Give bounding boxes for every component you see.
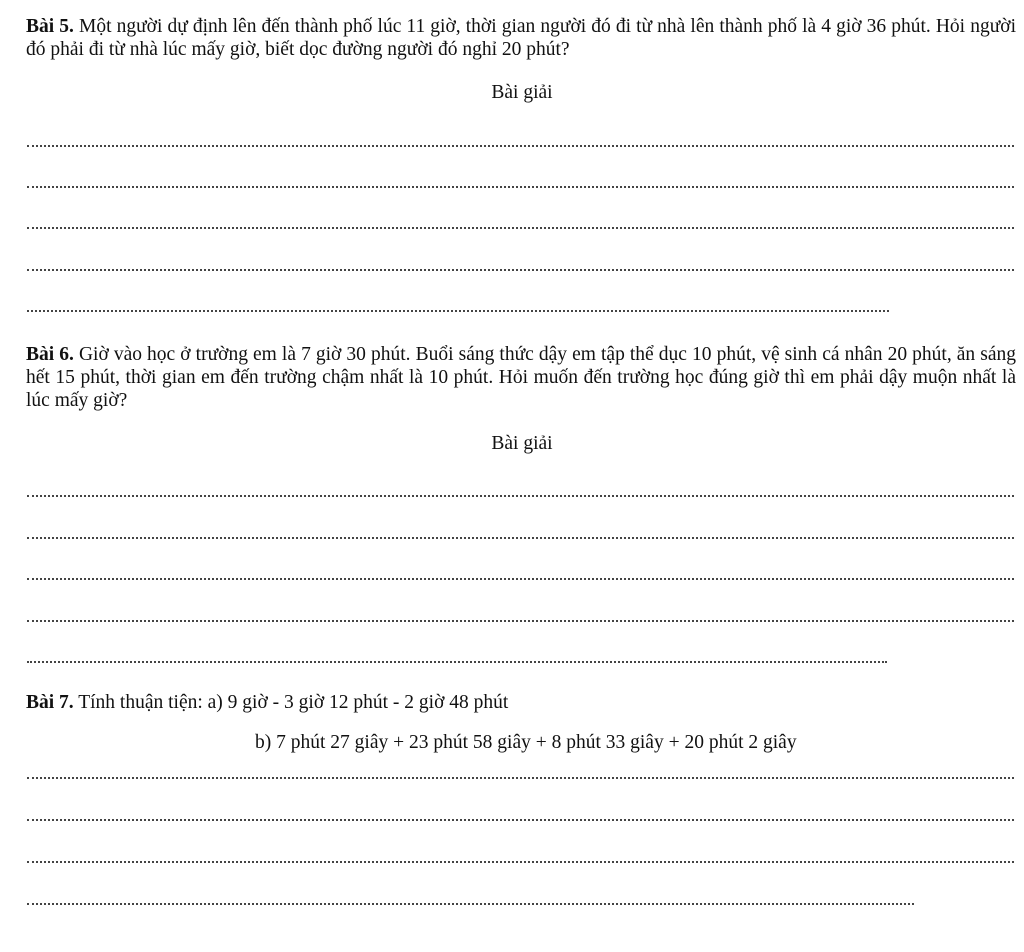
exercise-7-part-a: a) 9 giờ - 3 giờ 12 phút - 2 giờ 48 phút [207, 692, 509, 713]
answer-line[interactable] [27, 269, 1014, 271]
exercise-5-body: Một người dự định lên đến thành phố lúc 11 giờ, thời gian người đó đi từ nhà lên thành phố là 4 giờ 36 phút. Hỏi người đó phải đi từ nhà lúc mấy giờ, biết dọc đường người đó nghỉ 20 phút? [26, 16, 1016, 60]
exercise-5-text [26, 15, 1016, 61]
answer-line[interactable] [27, 819, 1014, 821]
exercise-6-body: Giờ vào học ở trường em là 7 giờ 30 phút. Buổi sáng thức dậy em tập thể dục 10 phút, vệ sinh cá nhân 20 phút, ăn sáng hết 15 phút, thời gian em đến trường chậm nhất là 10 phút. Hỏi muốn đến trường học đúng giờ thì em phải dậy muộn nhất là lúc mấy giờ? [26, 344, 1016, 411]
answer-line[interactable] [27, 310, 889, 312]
exercise-6-text [26, 343, 1016, 412]
exercise-6-label: Bài 6. [26, 344, 74, 365]
answer-line[interactable] [27, 145, 1014, 147]
answer-line[interactable] [27, 777, 1014, 779]
exercise-5-label: Bài 5. [26, 16, 74, 37]
exercise-7-label: Bài 7. [26, 692, 74, 713]
answer-line[interactable] [27, 495, 1014, 497]
answer-line[interactable] [27, 620, 1014, 622]
exercise-7-part-b: b) 7 phút 27 giây + 23 phút 58 giây + 8 phút 33 giây + 20 phút 2 giây [255, 732, 797, 753]
answer-line[interactable] [27, 661, 887, 663]
answer-line[interactable] [27, 227, 1014, 229]
answer-line[interactable] [27, 186, 1014, 188]
exercise-6-solution-heading: Bài giải [491, 433, 553, 454]
exercise-5-solution-heading: Bài giải [491, 82, 553, 103]
exercise-7-intro: Tính thuận tiện: [78, 692, 203, 713]
exercise-7-line-a [26, 691, 508, 714]
answer-line[interactable] [27, 537, 1014, 539]
answer-line[interactable] [27, 903, 914, 905]
answer-line[interactable] [27, 861, 1014, 863]
answer-line[interactable] [27, 578, 1014, 580]
